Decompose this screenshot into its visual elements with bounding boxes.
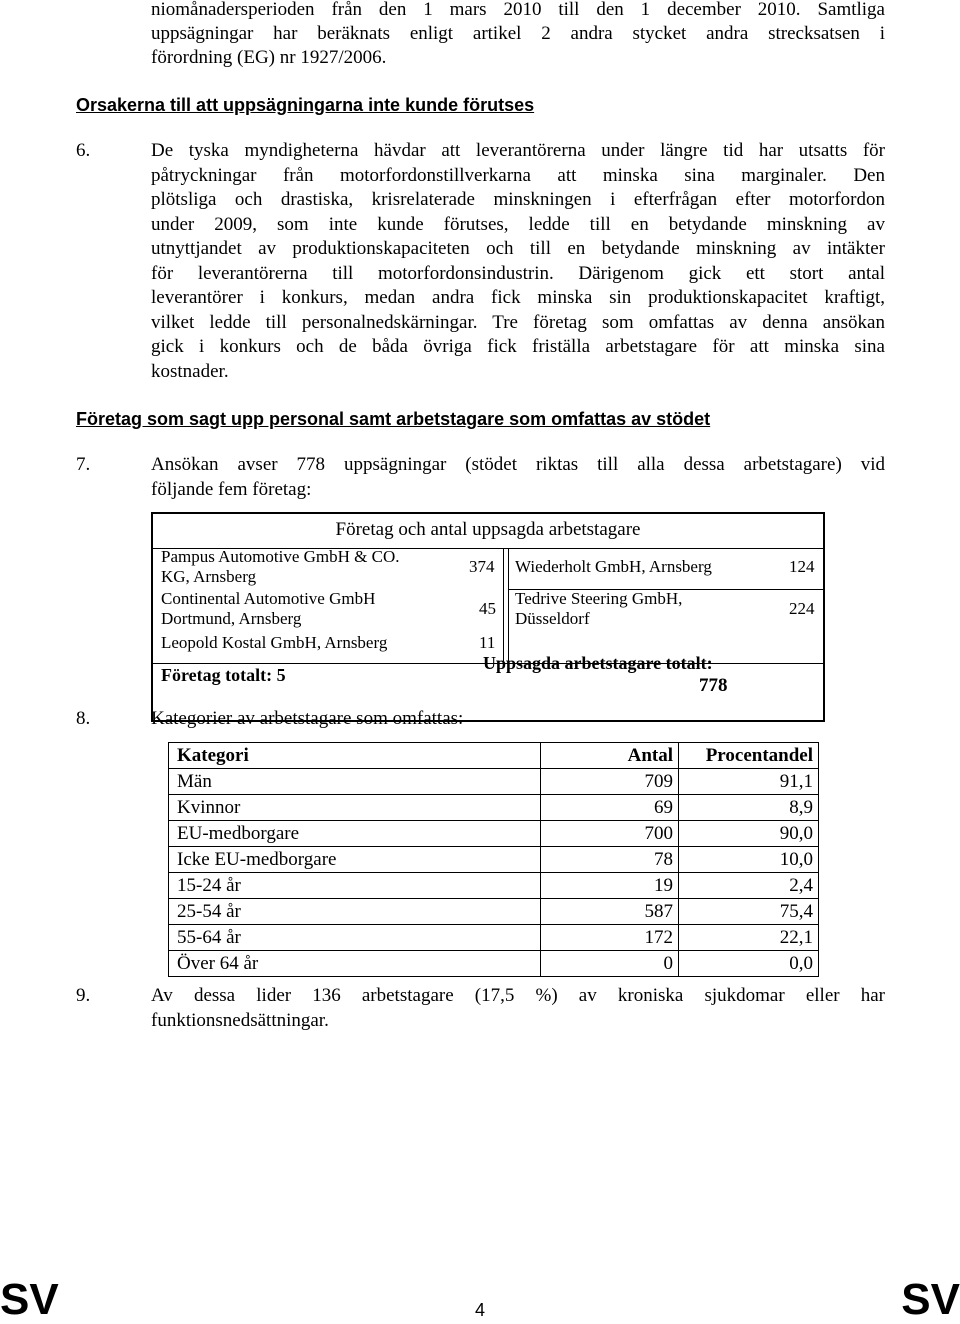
percent-cell: 90,0 (679, 821, 819, 847)
companies-table-grid (153, 548, 823, 663)
company-name: Tedrive Steering GmbH, (515, 589, 683, 608)
company-name: Continental Automotive GmbH (161, 589, 376, 608)
percent-cell: 22,1 (679, 925, 819, 951)
percent-cell: 8,9 (679, 795, 819, 821)
column-header: Procentandel (679, 743, 819, 769)
table-header-row (169, 743, 819, 769)
category-cell: Över 64 år (169, 951, 541, 977)
count-cell: 587 (541, 899, 679, 925)
company-count: 124 (789, 557, 815, 576)
workers-total-label: Uppsagda arbetstagare totalt: (483, 653, 713, 673)
percent-cell: 2,4 (679, 873, 819, 899)
paragraph-line: Av dessa lider 136 arbetstagare (17,5 %) av kroniska sjukdomar eller har (151, 985, 885, 1006)
table-row (169, 873, 819, 899)
paragraph-line: utnyttjandet av produktionskapaciteten och till en betydande minskning av intäkter (151, 238, 885, 259)
table-row (169, 899, 819, 925)
intro-line: förordning (EG) nr 1927/2006. (151, 47, 387, 68)
paragraph-line: följande fem företag: (151, 479, 312, 500)
paragraph-line: plötsliga och drastiska, krisrelaterade minskningen i efterfrågan efter motorfordon (151, 189, 885, 210)
count-cell: 700 (541, 821, 679, 847)
company-name: Dortmund, Arnsberg (161, 609, 302, 628)
count-cell: 0 (541, 951, 679, 977)
company-count: 45 (479, 599, 496, 618)
company-name: Düsseldorf (515, 609, 590, 628)
companies-table-title: Företag och antal uppsagda arbetstagare (335, 519, 641, 540)
count-cell: 172 (541, 925, 679, 951)
paragraph-number: 7. (76, 454, 91, 475)
companies-table (151, 512, 825, 722)
categories-table (168, 742, 819, 977)
table-row (169, 769, 819, 795)
intro-line: uppsägningar har beräknats enligt artikel 2 andra stycket andra strecksatsen i (151, 23, 885, 44)
paragraph-line: gick i konkurs och de båda övriga fick friställa arbetstagare för att minska sina (151, 336, 885, 357)
company-name: Leopold Kostal GmbH, Arnsberg (161, 633, 388, 652)
table-divider (503, 549, 504, 663)
paragraph-line: under 2009, som inte kunde förutses, ledde till en betydande minskning av (151, 214, 885, 235)
table-row (169, 795, 819, 821)
company-count: 11 (479, 633, 496, 652)
percent-cell: 91,1 (679, 769, 819, 795)
table-row (169, 951, 819, 977)
company-count: 224 (789, 599, 815, 618)
percent-cell: 10,0 (679, 847, 819, 873)
paragraph-line: Ansökan avser 778 uppsägningar (stödet riktas till alla dessa arbetstagare) vid (151, 454, 885, 475)
categories-intro: Kategorier av arbetstagare som omfattas: (151, 708, 464, 729)
table-row (169, 925, 819, 951)
percent-cell: 75,4 (679, 899, 819, 925)
category-cell: 25-54 år (169, 899, 541, 925)
company-name: KG, Arnsberg (161, 567, 257, 586)
category-cell: EU-medborgare (169, 821, 541, 847)
table-row (169, 847, 819, 873)
footer-language-code-right: SV (901, 1275, 960, 1324)
page-number: 4 (474, 1300, 485, 1320)
paragraph-number: 6. (76, 140, 91, 161)
category-cell: 15-24 år (169, 873, 541, 899)
companies-total: Företag totalt: 5 (161, 665, 286, 685)
category-cell: Icke EU-medborgare (169, 847, 541, 873)
workers-total-value: 778 (699, 675, 728, 696)
table-divider (508, 549, 509, 663)
table-row (169, 821, 819, 847)
intro-line: niomånadersperioden från den 1 mars 2010 till den 1 december 2010. Samtliga (151, 0, 885, 20)
paragraph-line: för leverantörerna till motorfordonsindustrin. Därigenom gick ett stort antal (151, 263, 885, 284)
company-count: 374 (469, 557, 495, 576)
section-heading-causes: Orsakerna till att uppsägningarna inte kunde förutses (76, 95, 535, 115)
footer-language-code-left: SV (0, 1275, 59, 1324)
paragraph-line: kostnader. (151, 361, 229, 382)
count-cell: 69 (541, 795, 679, 821)
percent-cell: 0,0 (679, 951, 819, 977)
company-name: Pampus Automotive GmbH & CO. (161, 547, 400, 566)
paragraph-number: 9. (76, 985, 91, 1006)
paragraph-line: De tyska myndigheterna hävdar att leverantörerna under längre tid har utsatts för (151, 140, 885, 161)
paragraph-line: påtryckningar från motorfordonstillverkarna att minska sina marginaler. Den (151, 165, 885, 186)
category-cell: Kvinnor (169, 795, 541, 821)
paragraph-number: 8. (76, 708, 91, 729)
category-cell: 55-64 år (169, 925, 541, 951)
count-cell: 19 (541, 873, 679, 899)
category-cell: Män (169, 769, 541, 795)
paragraph-line: vilket ledde till personalnedskärningar. Tre företag som omfattas av denna ansökan (151, 312, 885, 333)
paragraph-line: leverantörer i konkurs, medan andra fick minska sin produktionskapacitet kraftigt, (151, 287, 885, 308)
paragraph-line: funktionsnedsättningar. (151, 1010, 329, 1031)
column-header: Kategori (169, 743, 541, 769)
column-header: Antal (541, 743, 679, 769)
section-heading-companies: Företag som sagt upp personal samt arbetstagare som omfattas av stödet (76, 409, 711, 429)
count-cell: 709 (541, 769, 679, 795)
company-name: Wiederholt GmbH, Arnsberg (515, 557, 712, 576)
count-cell: 78 (541, 847, 679, 873)
